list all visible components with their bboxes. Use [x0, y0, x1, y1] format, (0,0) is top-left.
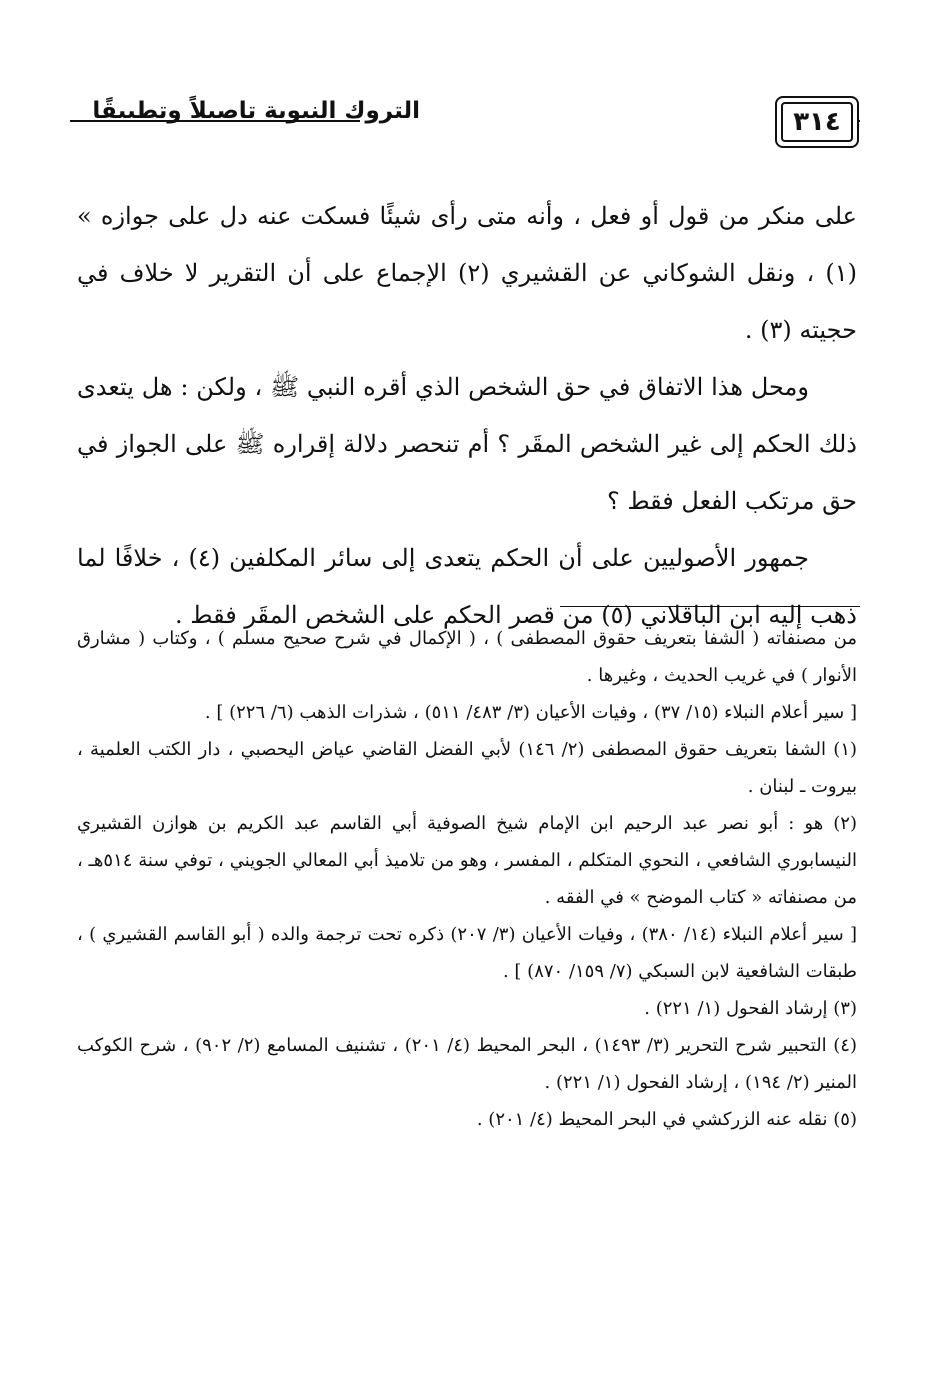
- footnote-4: (٤) التحبير شرح التحرير (٣/ ١٤٩٣) ، البحر المحيط (٤/ ٢٠١) ، تشنيف المسامع (٢/ ٩٠٢) ، شرح الكوكب المنير (٢/ ١٩٤) ، إرشاد الفحول (١/ ٢٢١) .: [77, 1035, 857, 1093]
- footnote-2: (٢) هو : أبو نصر عبد الرحيم ابن الإمام شيخ الصوفية أبي القاسم عبد الكريم بن هوازن القشيري النيسابوري الشافعي ، النحوي المتكلم ، المفسر ، وهو من تلاميذ أبي المعالي الجويني ، توفي سنة ٥١٤هـ ، من مصنفاته « كتاب الموضح » في الفقه .: [77, 813, 857, 908]
- page-number: ٣١٤: [781, 102, 853, 142]
- paragraph-1: على منكر من قول أو فعل ، وأنه متى رأى شيئًا فسكت عنه دل على جوازه » (١) ، ونقل الشوكاني عن القشيري (٢) الإجماع على أن التقرير لا خلاف في حجيته (٣) .: [77, 202, 857, 344]
- footnote-sources-continued: [ سير أعلام النبلاء (١٥/ ٣٧) ، وفيات الأعيان (٣/ ٤٨٣/ ٥١١) ، شذرات الذهب (٦/ ٢٢٦) ] .: [204, 702, 857, 723]
- footnotes: [77, 620, 857, 1138]
- footnote-2-sources: [ سير أعلام النبلاء (١٤/ ٣٨٠) ، وفيات الأعيان (٣/ ٢٠٧) ذكره تحت ترجمة والده ( أبو القاسم القشيري ) ، طبقات الشافعية لابن السبكي (٧/ ١٥٩/ ٨٧٠) ] .: [77, 924, 858, 982]
- main-text: [77, 188, 857, 644]
- book-title: التروك النبوية تاصيلاً وتطبيقًا: [92, 98, 420, 124]
- footnote-divider: [560, 606, 860, 607]
- paragraph-2: ومحل هذا الاتفاق في حق الشخص الذي أقره النبي ﷺ ، ولكن : هل يتعدى ذلك الحكم إلى غير الشخص المقَر ؟ أم تنحصر دلالة إقراره ﷺ على الجواز في حق مرتكب الفعل فقط ؟: [77, 373, 857, 515]
- footnote-5: (٥) نقله عنه الزركشي في البحر المحيط (٤/ ٢٠١) .: [476, 1109, 857, 1130]
- footnote-1: (١) الشفا بتعريف حقوق المصطفى (٢/ ١٤٦) لأبي الفضل القاضي عياض اليحصبي ، دار الكتب العلمية ، بيروت ـ لبنان .: [77, 739, 858, 797]
- footnote-continued: من مصنفاته ( الشفا بتعريف حقوق المصطفى ) ، ( الإكمال في شرح صحيح مسلم ) ، وكتاب ( مشارق الأنوار ) في غريب الحديث ، وغيرها .: [77, 628, 857, 686]
- page-header: [70, 86, 860, 156]
- page-number-box: [775, 96, 859, 148]
- footnote-3: (٣) إرشاد الفحول (١/ ٢٢١) .: [644, 998, 857, 1019]
- paragraph-3: جمهور الأصوليين على أن الحكم يتعدى إلى سائر المكلفين (٤) ، خلافًا لما ذهب إليه ابن الباقلاني (٥) من قصر الحكم على الشخص المقَر فقط .: [77, 544, 857, 629]
